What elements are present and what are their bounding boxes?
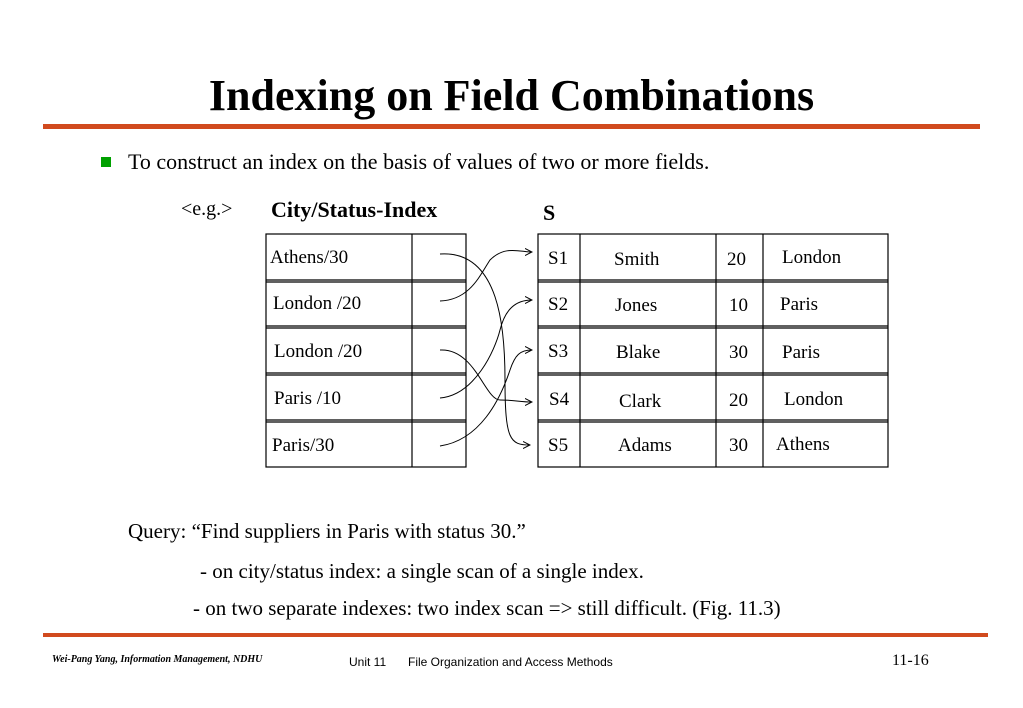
row-city: Athens xyxy=(776,434,830,455)
row-name: Jones xyxy=(615,295,658,316)
row-sno: S5 xyxy=(548,435,569,456)
index-entry: Paris/30 xyxy=(272,435,335,456)
row-sno: S4 xyxy=(549,389,570,410)
index-entry: Athens/30 xyxy=(270,247,349,268)
index-title: City/Status-Index xyxy=(271,197,438,222)
row-status: 10 xyxy=(729,295,748,316)
bullet-text: To construct an index on the basis of values of two or more fields. xyxy=(128,149,710,174)
row-city: London xyxy=(784,389,844,410)
footer-divider xyxy=(43,633,988,637)
row-status: 20 xyxy=(729,390,748,411)
row-name: Adams xyxy=(618,435,672,456)
relation-title: S xyxy=(543,200,556,225)
pointer-paris-10 xyxy=(440,300,532,398)
row-status: 20 xyxy=(727,249,746,270)
page-number: 11-16 xyxy=(892,652,929,669)
row-sno: S2 xyxy=(548,294,569,315)
row-status: 30 xyxy=(729,342,748,363)
row-name: Blake xyxy=(616,342,661,363)
row-name: Clark xyxy=(619,391,662,412)
row-city: Paris xyxy=(782,342,820,363)
index-entry: Paris /10 xyxy=(274,388,342,409)
footer-chapter: File Organization and Access Methods xyxy=(408,655,613,669)
row-status: 30 xyxy=(729,435,748,456)
row-sno: S1 xyxy=(548,248,569,269)
query-text: Query: “Find suppliers in Paris with status 30.” xyxy=(128,519,526,543)
pointer-paris-30 xyxy=(440,350,532,446)
index-entry: London /20 xyxy=(274,341,363,362)
query-explanation-1: - on city/status index: a single scan of a single index. xyxy=(200,559,644,583)
row-city: Paris xyxy=(780,294,818,315)
row-name: Smith xyxy=(614,249,660,270)
example-label: <e.g.> xyxy=(181,198,233,220)
query-explanation-2: - on two separate indexes: two index scan => still difficult. (Fig. 11.3) xyxy=(193,596,781,620)
footer-unit: Unit 11 xyxy=(349,655,387,669)
slide-title: Indexing on Field Combinations xyxy=(208,71,815,120)
row-sno: S3 xyxy=(548,341,569,362)
pointer-london-20-a xyxy=(440,250,532,301)
footer-author: Wei-Pang Yang, Information Management, NDHU xyxy=(52,654,263,665)
index-entry: London /20 xyxy=(273,293,362,314)
row-city: London xyxy=(782,247,842,268)
